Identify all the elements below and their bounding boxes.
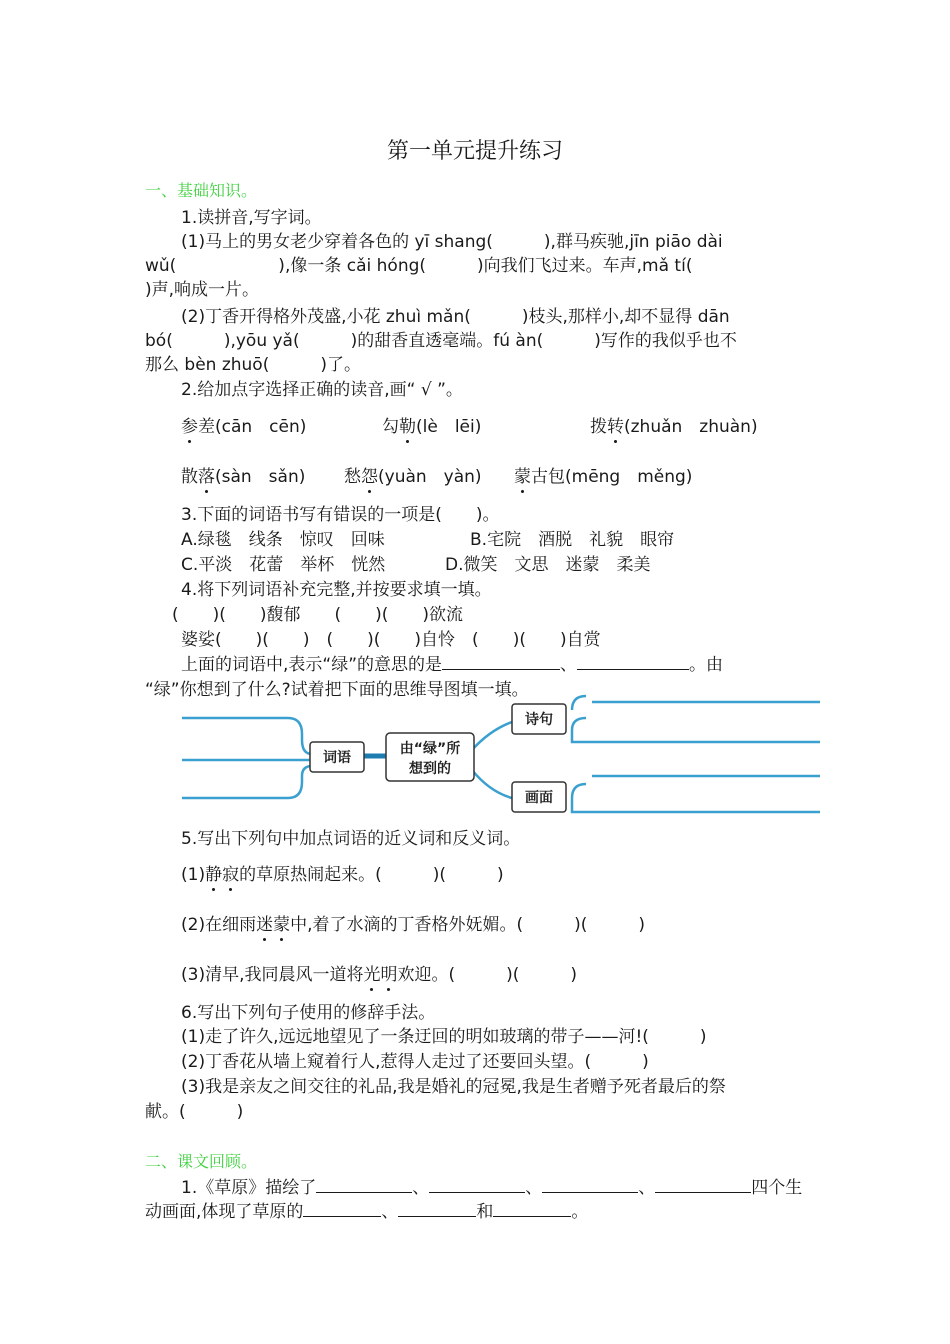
dotted-char: 勒 (399, 412, 416, 437)
mind-map-line[interactable] (182, 718, 312, 754)
q4-row3-end: 。由 (689, 655, 724, 675)
mind-map (180, 690, 820, 820)
review-q1-line1 (181, 1173, 802, 1198)
q3-option-b: B.宅院 酒脱 礼貌 眼帘 (470, 530, 675, 550)
q2-stem: 2.给加点字选择正确的读音,画“ √ ”。 (181, 380, 463, 400)
separator: 、 (525, 1178, 543, 1198)
answer-blank[interactable] (303, 1200, 381, 1217)
section-heading-basic: 一、基础知识。 (145, 181, 258, 200)
plain-char: 勾 (382, 417, 399, 437)
q1-part2-line1: (2)丁香开得格外茂盛,小花 zhuì mǎn( )枝头,那样小,却不显得 dān (181, 307, 730, 327)
pinyin-options: (lè lēi) (416, 417, 482, 437)
sentence-text: 的草原热闹起来。( )( ) (239, 865, 504, 885)
answer-blank[interactable] (577, 653, 689, 670)
dotted-char: 怨 (361, 462, 378, 487)
mind-map-line[interactable] (572, 696, 586, 710)
mind-map-connector (472, 770, 512, 798)
answer-blank[interactable] (493, 1200, 571, 1217)
mind-map-line[interactable] (572, 784, 820, 812)
q5-sentence-3 (181, 960, 577, 985)
q6-stem: 6.写出下列句子使用的修辞手法。 (181, 1003, 436, 1023)
mind-map-connector (472, 722, 512, 750)
review-q1-text: 动画面,体现了草原的 (145, 1202, 304, 1222)
dotted-char: 明 (380, 960, 397, 985)
dotted-char: 蒙 (273, 910, 290, 935)
q4-row3 (181, 650, 723, 675)
answer-blank[interactable] (542, 1176, 638, 1193)
review-q1-text: 和 (476, 1202, 494, 1222)
separator: 、 (560, 655, 578, 675)
page-title: 第一单元提升练习 (386, 139, 563, 164)
mind-map-line[interactable] (572, 718, 820, 742)
plain-char: 愁 (344, 467, 361, 487)
q1-stem: 1.读拼音,写字词。 (181, 208, 322, 228)
q5-sentence-2 (181, 910, 645, 935)
mind-map-node-poems-label: 诗句 (525, 712, 553, 728)
pinyin-options: (zhuǎn zhuàn) (624, 417, 758, 437)
q2-item-6 (514, 462, 692, 487)
dotted-char: 落 (198, 462, 215, 487)
mind-map-node-words-label: 词语 (323, 750, 351, 766)
answer-blank[interactable] (655, 1176, 751, 1193)
separator: 、 (381, 1202, 399, 1222)
q5-sentence-1 (181, 860, 504, 885)
q6-sentence-3-line2: 献。( ) (145, 1102, 244, 1122)
q2-item-5 (344, 462, 482, 487)
q4-row1: ( )( )馥郁 ( )( )欲流 (172, 605, 464, 625)
q2-item-4 (181, 462, 305, 487)
q4-row2: 婆娑( )( ) ( )( )自怜 ( )( )自赏 (181, 630, 601, 650)
q4-stem: 4.将下列词语补充完整,并按要求填一填。 (181, 580, 492, 600)
separator: 、 (412, 1178, 430, 1198)
plain-char: 散 (181, 467, 198, 487)
mind-map-node-scenes-label: 画面 (525, 790, 553, 806)
dotted-char: 寂 (222, 860, 239, 885)
dotted-char: 迷 (256, 910, 273, 935)
sentence-text: (1) (181, 865, 206, 885)
plain-char: 拨 (590, 417, 607, 437)
review-q1-text: 。 (571, 1202, 589, 1222)
q2-item-2 (382, 412, 481, 437)
sentence-text: 欢迎。( )( ) (397, 965, 578, 985)
q5-stem: 5.写出下列句中加点词语的近义词和反义词。 (181, 829, 521, 849)
q6-sentence-3-line1: (3)我是亲友之间交往的礼品,我是婚礼的冠冕,我是生者赠予死者最后的祭 (181, 1077, 726, 1097)
dotted-char: 转 (607, 412, 624, 437)
sentence-text: 中,着了水滴的丁香格外妩媚。( )( ) (290, 915, 646, 935)
q3-stem: 3.下面的词语书写有错误的一项是( )。 (181, 505, 500, 525)
mind-map-center-label-2: 想到的 (409, 761, 451, 777)
review-q1-line2 (145, 1197, 588, 1222)
dotted-char: 静 (205, 860, 222, 885)
mind-map-line[interactable] (182, 766, 312, 798)
q2-item-3 (590, 412, 758, 437)
answer-blank[interactable] (398, 1200, 476, 1217)
q2-item-1 (181, 412, 306, 437)
separator: 、 (638, 1178, 656, 1198)
review-q1-text: 1.《草原》描绘了 (181, 1178, 317, 1198)
q6-sentence-1: (1)走了许久,远远地望见了一条迂回的明如玻璃的带子——河!( ) (181, 1027, 707, 1047)
plain-char: 古包 (531, 467, 565, 487)
plain-char: 差 (198, 417, 215, 437)
q3-option-d: D.微笑 文思 迷蒙 柔美 (445, 555, 651, 575)
q6-sentence-2: (2)丁香花从墙上窥着行人,惹得人走过了还要回头望。( ) (181, 1052, 649, 1072)
q4-row4: “绿”你想到了什么?试着把下面的思维导图填一填。 (145, 680, 529, 700)
q3-option-c: C.平淡 花蕾 举杯 恍然 (181, 555, 386, 575)
q1-part2-line3: 那么 bèn zhuō( )了。 (145, 355, 361, 375)
dotted-char: 蒙 (514, 462, 531, 487)
answer-blank[interactable] (429, 1176, 525, 1193)
sentence-text: (3)清早,我同晨风一道将 (181, 965, 364, 985)
q1-part1-line1: (1)马上的男女老少穿着各色的 yī shang( ),群马疾驰,jīn piāo dài (181, 232, 723, 252)
q4-row3-text: 上面的词语中,表示“绿”的意思的是 (181, 655, 443, 675)
q1-part1-line3: )声,响成一片。 (145, 280, 260, 300)
dotted-char: 参 (181, 412, 198, 437)
pinyin-options: (yuàn yàn) (378, 467, 482, 487)
review-q1-text: 四个生 (751, 1178, 803, 1198)
q1-part1-line2: wǔ( ),像一条 cǎi hóng( )向我们飞过来。车声,mǎ tí( (145, 256, 693, 276)
mind-map-center-label-1: 由“绿”所 (399, 741, 461, 757)
answer-blank[interactable] (442, 653, 560, 670)
pinyin-options: (sàn sǎn) (215, 467, 306, 487)
sentence-text: (2)在细雨 (181, 915, 257, 935)
pinyin-options: (cān cēn) (215, 417, 307, 437)
answer-blank[interactable] (316, 1176, 412, 1193)
section-heading-review: 二、课文回顾。 (145, 1152, 258, 1171)
q1-part2-line2: bó( ),yōu yǎ( )的甜香直透毫端。fú àn( )写作的我似乎也不 (145, 331, 737, 351)
pinyin-options: (mēng měng) (565, 467, 693, 487)
q3-option-a: A.绿毯 线条 惊叹 回味 (181, 530, 385, 550)
dotted-char: 光 (363, 960, 380, 985)
